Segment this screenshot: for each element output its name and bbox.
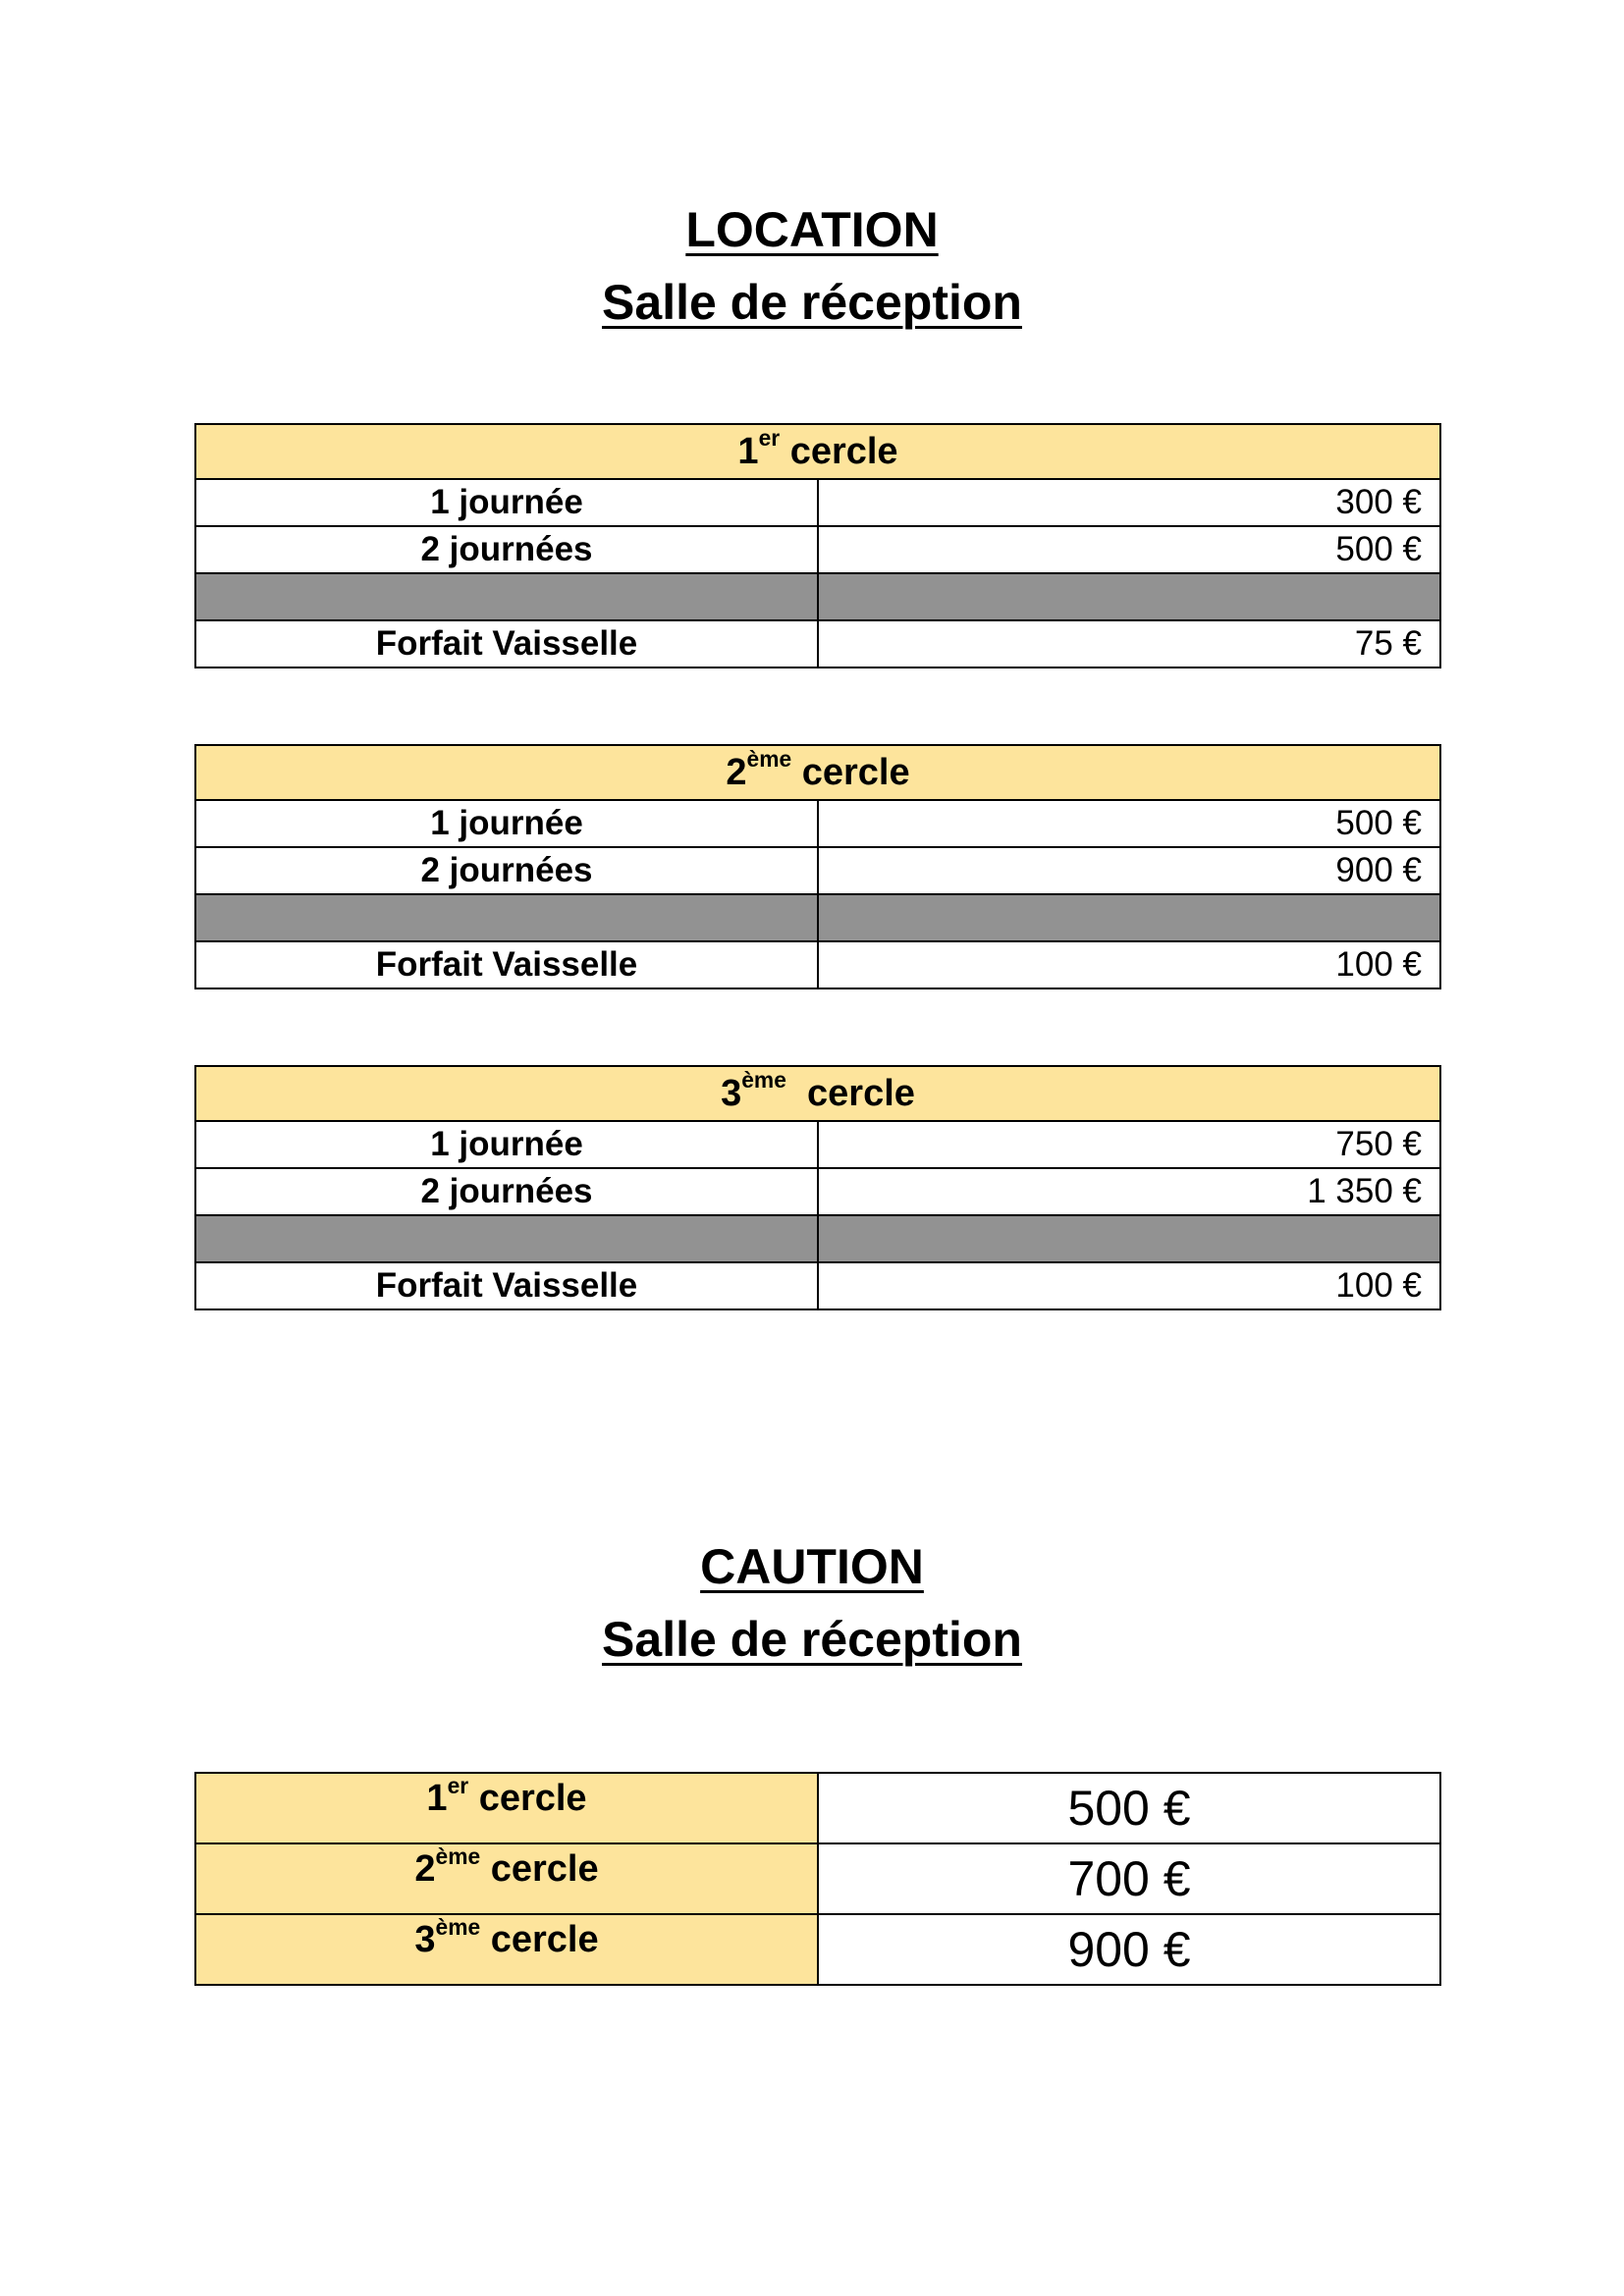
price-value: 500 € <box>818 800 1440 847</box>
caution-title: CAUTION <box>700 1539 924 1594</box>
duration-label: 2 journées <box>195 526 818 573</box>
separator-cell <box>818 894 1440 941</box>
dishes-label: Forfait Vaisselle <box>195 1262 818 1309</box>
table-row <box>195 941 1440 988</box>
dishes-price: 75 € <box>818 620 1440 667</box>
table-row <box>195 800 1440 847</box>
pricing-table-circle-2 <box>194 744 1441 989</box>
circle-header: 1er cercle <box>195 424 1440 479</box>
circle-header: 2ème cercle <box>195 745 1440 800</box>
table-header-row <box>195 1066 1440 1121</box>
table-row <box>195 1168 1440 1215</box>
separator-row <box>195 894 1440 941</box>
caution-amount: 700 € <box>818 1843 1440 1914</box>
separator-cell <box>195 894 818 941</box>
location-title: LOCATION <box>685 202 939 257</box>
caution-circle-label: 2ème cercle <box>195 1843 818 1914</box>
price-value: 1 350 € <box>818 1168 1440 1215</box>
separator-cell <box>195 1215 818 1262</box>
pricing-table-circle-1 <box>194 423 1441 668</box>
separator-row <box>195 1215 1440 1262</box>
pricing-table-circle-3 <box>194 1065 1441 1310</box>
table-row <box>195 1262 1440 1309</box>
caution-amount: 500 € <box>818 1773 1440 1843</box>
separator-cell <box>818 573 1440 620</box>
separator-row <box>195 573 1440 620</box>
caution-circle-label: 3ème cercle <box>195 1914 818 1985</box>
separator-cell <box>818 1215 1440 1262</box>
dishes-price: 100 € <box>818 941 1440 988</box>
location-subtitle: Salle de réception <box>602 275 1022 330</box>
separator-cell <box>195 573 818 620</box>
table-row <box>195 1121 1440 1168</box>
price-value: 500 € <box>818 526 1440 573</box>
caution-circle-label: 1er cercle <box>195 1773 818 1843</box>
table-row <box>195 1914 1440 1985</box>
table-row <box>195 847 1440 894</box>
price-value: 900 € <box>818 847 1440 894</box>
dishes-label: Forfait Vaisselle <box>195 941 818 988</box>
table-row <box>195 1773 1440 1843</box>
duration-label: 2 journées <box>195 1168 818 1215</box>
table-row <box>195 620 1440 667</box>
caution-subtitle: Salle de réception <box>602 1612 1022 1667</box>
duration-label: 1 journée <box>195 1121 818 1168</box>
table-header-row <box>195 424 1440 479</box>
table-row <box>195 479 1440 526</box>
circle-header: 3ème cercle <box>195 1066 1440 1121</box>
caution-amount: 900 € <box>818 1914 1440 1985</box>
dishes-price: 100 € <box>818 1262 1440 1309</box>
dishes-label: Forfait Vaisselle <box>195 620 818 667</box>
table-row <box>195 526 1440 573</box>
table-row <box>195 1843 1440 1914</box>
table-header-row <box>195 745 1440 800</box>
duration-label: 1 journée <box>195 800 818 847</box>
duration-label: 1 journée <box>195 479 818 526</box>
price-value: 300 € <box>818 479 1440 526</box>
duration-label: 2 journées <box>195 847 818 894</box>
caution-table <box>194 1772 1441 1986</box>
price-value: 750 € <box>818 1121 1440 1168</box>
